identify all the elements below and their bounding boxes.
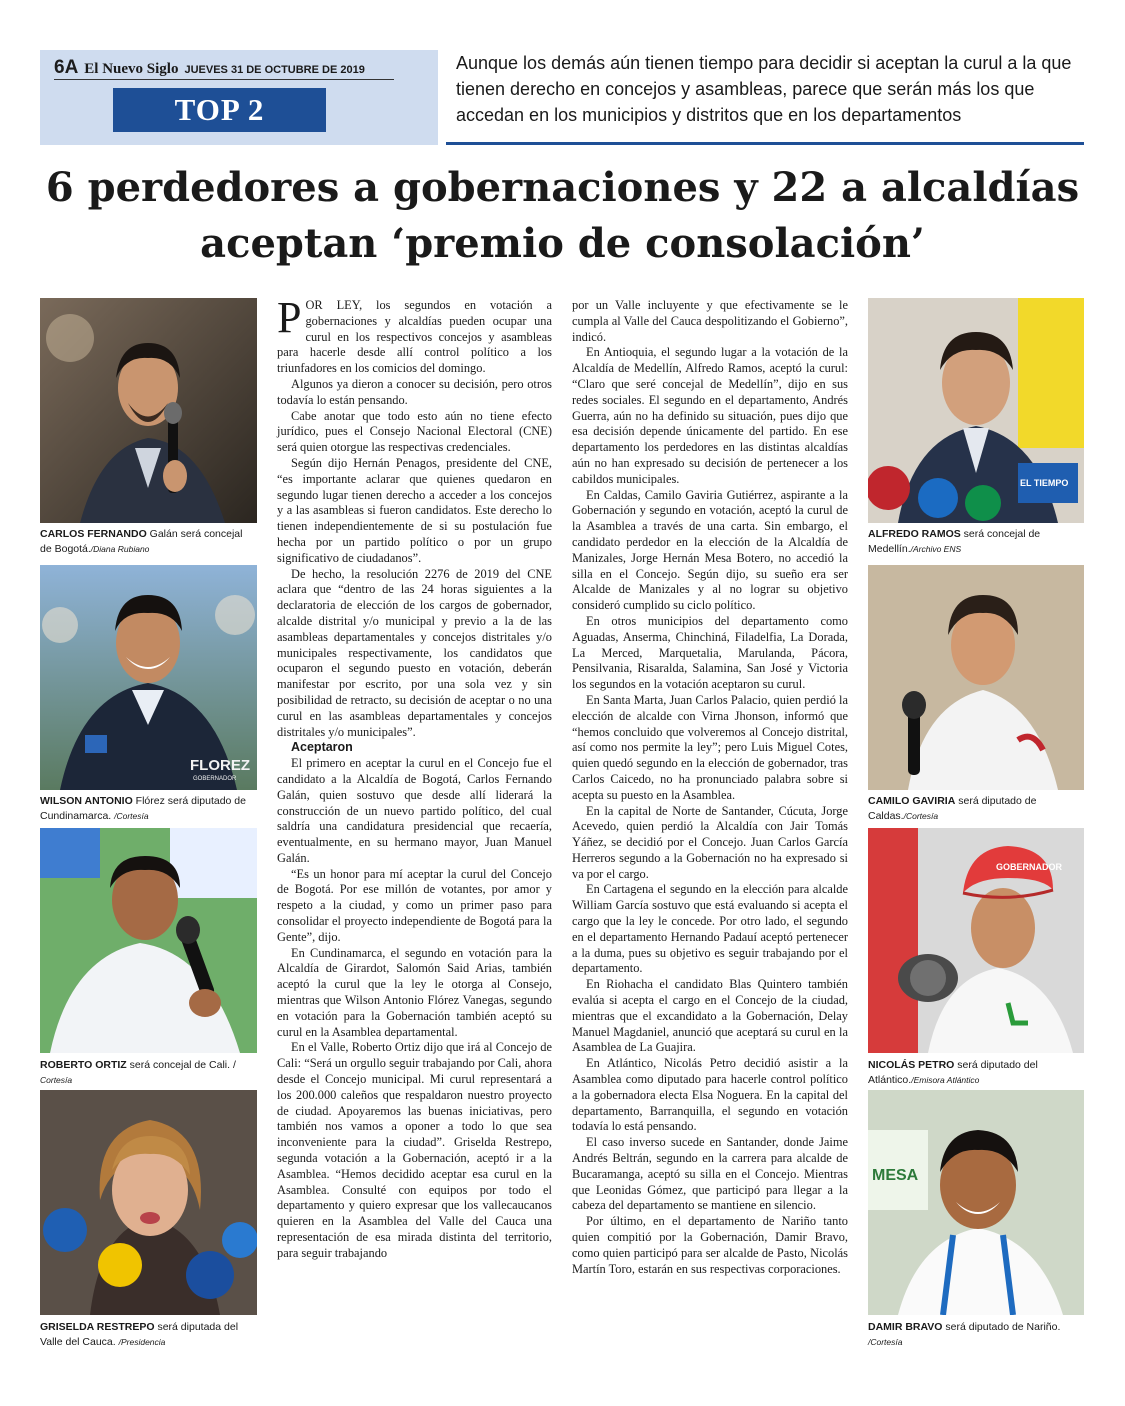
paragraph: El primero en aceptar la curul en el Concejo fue el candidato a la Alcaldía de Bogotá, Carlos Fernando Galán, quien sostuvo que desde allí liderará la construcción de un nuevo partido político, del cual saldría una candidatura presidencial que recaería, eventualmente, en su hermano mayor, Juan Manuel Galán. — [277, 756, 552, 865]
photo-wilson-antonio — [40, 565, 257, 790]
article-column-2 — [572, 298, 848, 1277]
paragraph: por un Valle incluyente y que efectivamente se le cumpla al Valle del Cauca despolitizando el Gobierno”, indicó. — [572, 298, 848, 344]
folio-rule — [54, 79, 394, 80]
paragraph: De hecho, la resolución 2276 de 2019 del CNE aclara que “dentro de las 24 horas siguientes a la declaratoria de elección de los cargos de gobernador, alcalde distrital y/o municipal y previo a la de las asambleas departamentales y concejos distritales y/o municipales respectivamente, los candidatos que ocuparon el segundo puesto en votación, deberán manifestar por escrito, por una sola vez y sin posibilidad de retracto, su decisión de aceptar o no una curul en las asambleas departamentales y concejos distritales y/o municipales”. — [277, 566, 552, 739]
paragraph: “Es un honor para mí aceptar la curul del Concejo de Bogotá. Por ese millón de votantes, por amor y respeto a la ciudad, y como un primer paso para consolidar el proyecto independiente de Bogotá para la Gente”, dijo. — [277, 866, 552, 944]
paragraph: Por último, en el departamento de Nariño tanto quien compitió por la Gobernación, Damir Bravo, como quien participó para ser alcalde de Pasto, Nicolás Martín Toro, estarán en sus respectivas corporaciones. — [572, 1214, 848, 1276]
caption-roberto-ortiz: ROBERTO ORTIZ será concejal de Cali. / Cortesía — [40, 1059, 236, 1085]
cap-text: GOBERNADOR — [996, 862, 1063, 872]
caption-camilo-gaviria: CAMILO GAVIRIA será diputado de Caldas./Cortesía — [868, 795, 1037, 822]
paragraph: Algunos ya dieron a conocer su decisión, pero otros todavía lo están pensando. — [277, 376, 552, 407]
photo-carlos-fernando — [40, 298, 257, 523]
lead-paragraph: POR LEY, los segundos en votación a gobernaciones y alcaldías pueden ocupar una curul en los respectivos concejos y asambleas para hacerle desde allí control político a los triunfadores en los comicios del domingo. — [277, 293, 552, 376]
caption-carlos-fernando: CARLOS FERNANDO Galán será concejal de Bogotá./Diana Rubiano — [40, 528, 243, 555]
photo-nicolas-petro — [868, 828, 1084, 1053]
paper-name: El Nuevo Siglo — [84, 61, 179, 77]
deck-rule — [446, 142, 1084, 145]
caption-griselda-restrepo: GRISELDA RESTREPO será diputada del Valle del Cauca. /Presidencia — [40, 1321, 239, 1348]
vest-text: FLOREZ — [190, 757, 250, 774]
headline: 6 perdedores a gobernaciones y 22 a alcaldías aceptan ‘premio de consolación’ — [45, 164, 1080, 267]
caption-nicolas-petro: NICOLÁS PETRO será diputado del Atlántico./Emisora Atlántico — [868, 1059, 1038, 1086]
subheading: Aceptaron — [291, 740, 353, 755]
caption-wilson-antonio: WILSON ANTONIO Flórez será diputado de Cundinamarca. /Cortesía — [40, 795, 246, 822]
photo-damir-bravo — [868, 1090, 1084, 1315]
shirt-text: MESA — [872, 1167, 919, 1184]
vest-subtext: GOBERNADOR — [193, 776, 237, 782]
section-label: TOP 2 — [113, 88, 326, 132]
paragraph: En la capital de Norte de Santander, Cúcuta, Jorge Acevedo, quien perdió la Alcaldía con Jair Tomás Yáñez, se decidió por el Concejo. Juan Carlos García Herreros segundo a la Gobernación no ha expresado si va por el cargo. — [572, 803, 848, 881]
folio — [54, 57, 365, 79]
mic-flag-text: EL TIEMPO — [1020, 478, 1069, 488]
photo-camilo-gaviria — [868, 565, 1084, 790]
page-number: 6A — [54, 57, 79, 78]
paragraph: En Cartagena el segundo en la elección para alcalde William García sostuvo que está evaluando si acepta el cargo que la ley le concede. Por otro lado, el segundo en el departamento Hernando Padauí aceptó pertenecer a la duma, pues su objetivo es seguir trabajando por el departamento. — [572, 882, 848, 976]
caption-alfredo-ramos: ALFREDO RAMOS será concejal de Medellín./Archivo ENS — [868, 528, 1041, 555]
photo-griselda-restrepo — [40, 1090, 257, 1315]
paragraph: En otros municipios del departamento como Aguadas, Anserma, Chinchiná, Filadelfia, La Dorada, La Merced, Marquetalia, Marulanda, Pácora, Pensilvania, Risaralda, Salamina, San José y Victoria los segundos en la votación aceptaron su curul. — [572, 613, 848, 692]
issue-date: JUEVES 31 DE OCTUBRE DE 2019 — [184, 64, 365, 76]
photo-roberto-ortiz — [40, 828, 257, 1053]
paragraph: En el Valle, Roberto Ortiz dijo que irá al Concejo de Cali: “Será un orgullo seguir trabajando por Cali, ahora desde el Concejo municipal. Mi curul representará a los 200.000 caleños que respaldaron nuestro proyecto de ciudad. Apoyaremos las buenas iniciativas, pero también nos vamos a oponer a todo lo que sea inconveniente para la ciudad”. Griselda Restrepo, segunda votación a la Gobernación, aceptó ir a la Asamblea. “Hemos decidido aceptar esa curul en la Asamblea. Consulté con equipos por todo el departamento y quiero expresar que los vallecaucanos quieren en la Asamblea del Valle del Cauca una representación de esa mirada distinta del territorio, para seguir trabajando — [277, 1040, 552, 1260]
paragraph: Según dijo Hernán Penagos, presidente del CNE, “es importante aclarar que quienes quedaron en segundo lugar tienen derecho a acceder a los concejos y a las asambleas si fueron candidatos. Este derecho lo tienen independientemente de si su postulación fue hecha por un partido político o por un grupo significativo de ciudadanos”. — [277, 455, 552, 565]
article-column-1 — [277, 293, 552, 1262]
paragraph: El caso inverso sucede en Santander, donde Jaime Andrés Beltrán, segundo en la carrera para alcalde de Bucaramanga, aceptó su silla en el Concejo. Mientras que Leonidas Gómez, que participó para llegar a la cabeza del departamento se mantiene en silencio. — [572, 1135, 848, 1213]
paragraph: En Atlántico, Nicolás Petro decidió asistir a la Asamblea como diputado para hacerle control político a la gobernadora electa Elsa Noguera. En la capital del departamento, Barranquilla, el segundo en votación todavía lo está pensando. — [572, 1056, 848, 1134]
paragraph: En Caldas, Camilo Gaviria Gutiérrez, aspirante a la Gobernación y segundo en votación, aceptó la curul de la Asamblea a través de una carta. Sin embargo, el candidato perdedor en la elección de la Alcaldía de Manizales, Jorge Hernán Mesa Botero, no accedió la silla en el Concejo. Según dijo, su sueño era ser Alcalde de Manizales y al no lograr su objetivo consideró cumplido su ciclo político. — [572, 487, 848, 613]
caption-damir-bravo: DAMIR BRAVO será diputado de Nariño. /Cortesía — [868, 1321, 1061, 1347]
paragraph: En Antioquia, el segundo lugar a la votación de la Alcaldía de Medellín, Alfredo Ramos, aceptó la curul: “Claro que seré concejal de Medellín”, dijo en sus redes sociales. El segundo en el departamento, Andrés Guerra, aún no ha definido su situación, pues dijo que esa decisión depende únicamente del partido. En ese departamento los perdedores en las distintas alcaldías aún no han expresado su decisión de pertenecer a los cabildos municipales. — [572, 345, 848, 486]
paragraph: Cabe anotar que todo esto aún no tiene efecto jurídico, pues el Consejo Nacional Electoral (CNE) será quien otorgue las respectivas credenciales. — [277, 408, 552, 455]
paragraph: En Santa Marta, Juan Carlos Palacio, quien perdió la elección de alcalde con Virna Jhonson, informó que “hemos concluido que volveremos al Concejo distrital, así como nos permite la ley”; pero Luis Miguel Cotes, quien quedó segundo en la elección de gobernador, tras Carlos Caicedo, no ha pronunciado palabra sobre si acepta su puesto en la Asamblea. — [572, 692, 848, 802]
deck-text: Aunque los demás aún tienen tiempo para decidir si aceptan la curul a la que tienen derecho en concejos y asambleas, parece que serán más los que accedan en los municipios y distritos que en los departamentos — [456, 53, 1072, 125]
photo-alfredo-ramos — [868, 298, 1084, 523]
paragraph: En Riohacha el candidato Blas Quintero también evalúa si acepta el cargo en el Concejo de la ciudad, mientras que el excandidato a la Gobernación, Delay Manuel Magdaniel, anunció que aceptará su curul en la Asamblea de La Guajira. — [572, 977, 848, 1055]
drop-cap: P — [277, 293, 302, 342]
paragraph: En Cundinamarca, el segundo en votación para la Alcaldía de Girardot, Salomón Said Arias, también aceptó la curul que la ley le otorga al Consejo, mientras que Wilson Antonio Flórez Vanegas, segundo en votación para la Gobernación también aceptó su curul en la Asamblea departamental. — [277, 945, 552, 1039]
